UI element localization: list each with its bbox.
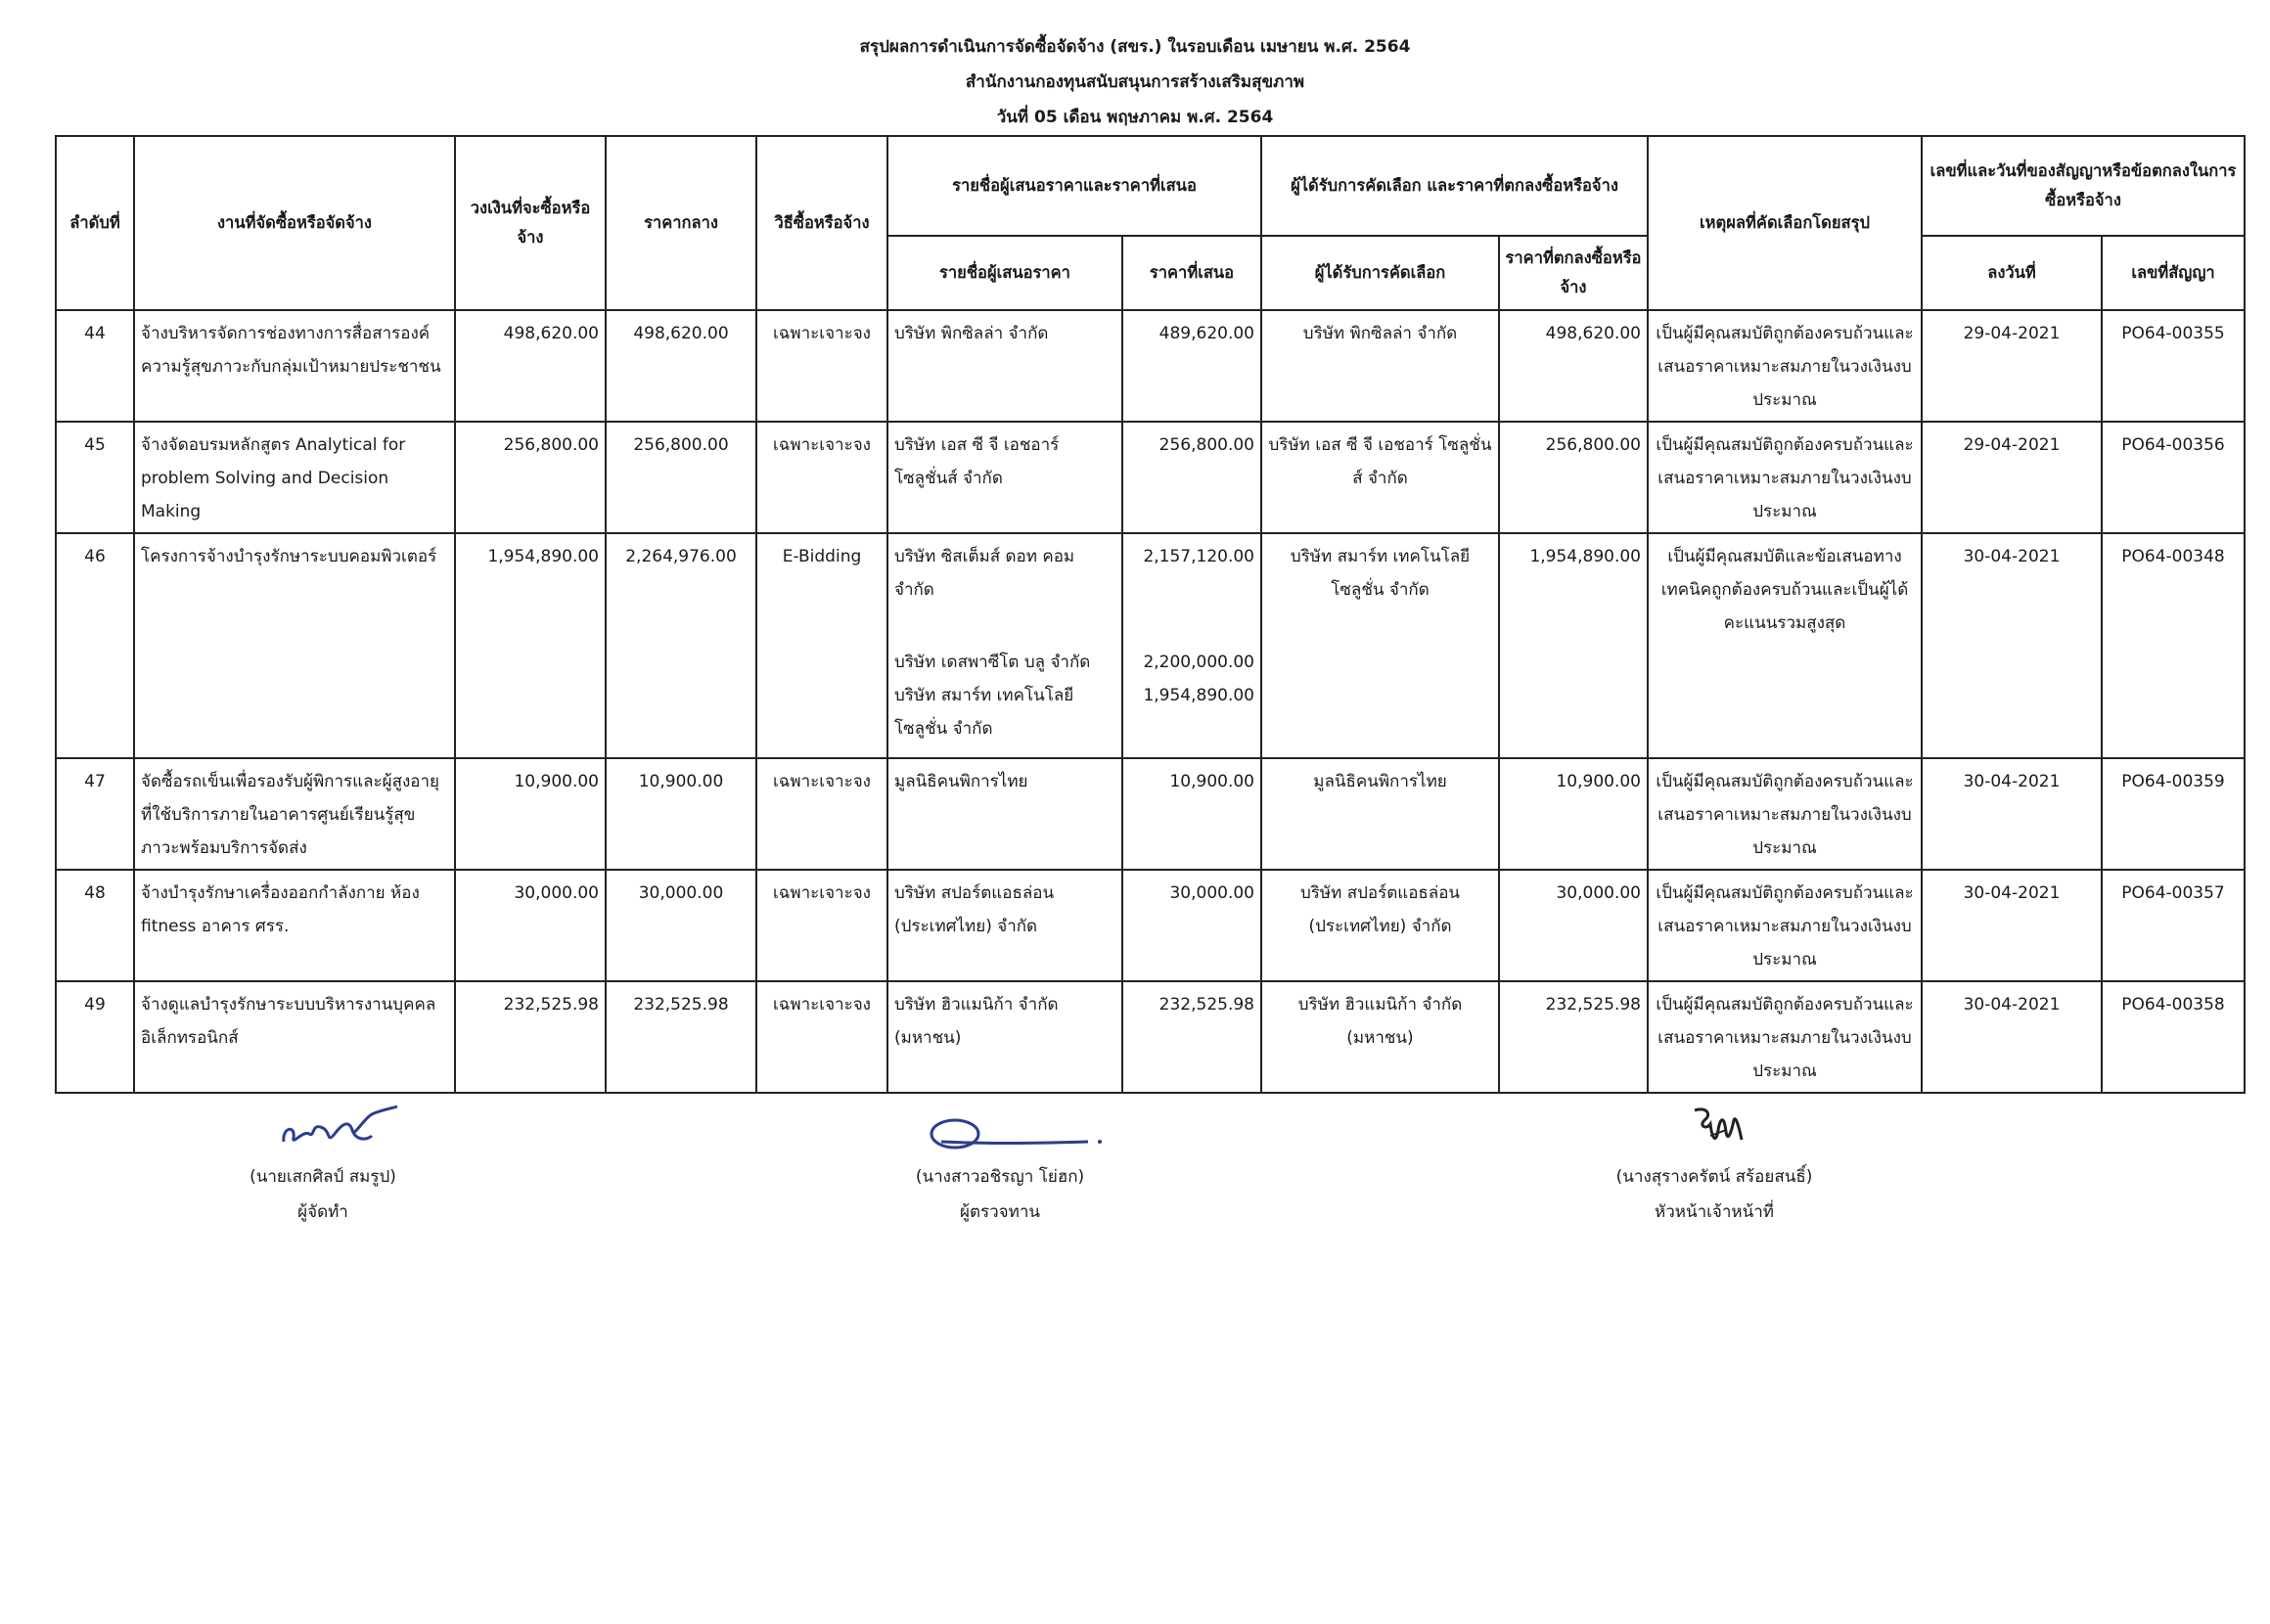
- bidder-name: บริษัท สมาร์ท เทคโนโลยี โซลูชั่น จำกัด: [894, 686, 1074, 739]
- median-cell: 256,800.00: [606, 422, 756, 533]
- work-cell: จ้างดูแลบำรุงรักษาระบบบริหารงานบุคคลอิเล็กทรอนิกส์: [134, 981, 455, 1093]
- agreed-price-cell: 256,800.00: [1499, 422, 1648, 533]
- reason-cell: เป็นผู้มีคุณสมบัติถูกต้องครบถ้วนและเสนอราคาเหมาะสมภายในวงเงินงบประมาณ: [1648, 981, 1922, 1093]
- agreed-price-cell: 30,000.00: [1499, 870, 1648, 981]
- winner-cell: มูลนิธิคนพิการไทย: [1261, 758, 1499, 870]
- winner-cell: บริษัท สมาร์ท เทคโนโลยี โซลูชั่น จำกัด: [1261, 533, 1499, 758]
- bid-price-cell: [1122, 310, 1261, 422]
- method-cell: E-Bidding: [756, 533, 887, 758]
- contract-no-cell: PO64-00359: [2102, 758, 2245, 870]
- seq-cell: 48: [56, 870, 134, 981]
- col-seq-header: ลำดับที่: [56, 136, 134, 310]
- title-line-3: วันที่ 05 เดือน พฤษภาคม พ.ศ. 2564: [996, 108, 1274, 127]
- procurement-table: [55, 135, 2246, 1094]
- signature-section: [0, 1101, 2270, 1247]
- col-contract-group-header: เลขที่และวันที่ของสัญญาหรือข้อตกลงในการซื้อหรือจ้าง: [1922, 136, 2245, 236]
- agreed-price-cell: 1,954,890.00: [1499, 533, 1648, 758]
- col-winner-group-header: ผู้ได้รับการคัดเลือก และราคาที่ตกลงซื้อหรือจ้าง: [1261, 136, 1648, 236]
- contract-no-cell: PO64-00355: [2102, 310, 2245, 422]
- winner-cell: บริษัท ฮิวแมนิก้า จำกัด (มหาชน): [1261, 981, 1499, 1093]
- col-work-header: งานที่จัดซื้อหรือจัดจ้าง: [134, 136, 455, 310]
- work-cell: จ้างจัดอบรมหลักสูตร Analytical for problem Solving and Decision Making: [134, 422, 455, 533]
- bid-price: 1,954,890.00: [1143, 686, 1254, 705]
- budget-cell: 10,900.00: [455, 758, 606, 870]
- signature-block-head: [1558, 1101, 1871, 1230]
- handwritten-signature-icon: [225, 1101, 421, 1159]
- table-row: [56, 422, 2245, 533]
- bidder-name: บริษัท เอส ซี จี เอชอาร์ โซลูชั่นส์ จำกัด: [894, 435, 1060, 488]
- bidder-name: บริษัท ซิสเต็มส์ ดอท คอม จำกัด: [894, 547, 1075, 600]
- bid-price-cell: [1122, 870, 1261, 981]
- contract-no-cell: PO64-00356: [2102, 422, 2245, 533]
- bidder-name: บริษัท เดสพาซีโต บลู จำกัด: [894, 653, 1091, 672]
- winner-cell: บริษัท เอส ซี จี เอชอาร์ โซลูชั่นส์ จำกัด: [1261, 422, 1499, 533]
- signer-role: หัวหน้าเจ้าหน้าที่: [1654, 1202, 1775, 1222]
- col-bid-price-header: ราคาที่เสนอ: [1122, 236, 1261, 310]
- winner-cell: บริษัท สปอร์ตแอธล่อน (ประเทศไทย) จำกัด: [1261, 870, 1499, 981]
- title-line-1: สรุปผลการดำเนินการจัดซื้อจัดจ้าง (สขร.) ในรอบเดือน เมษายน พ.ศ. 2564: [859, 37, 1411, 57]
- budget-cell: 30,000.00: [455, 870, 606, 981]
- col-winner-name-header: ผู้ได้รับการคัดเลือก: [1261, 236, 1499, 310]
- contract-no-cell: PO64-00358: [2102, 981, 2245, 1093]
- method-cell: เฉพาะเจาะจง: [756, 758, 887, 870]
- bidder-name-cell: [887, 422, 1122, 533]
- median-cell: 498,620.00: [606, 310, 756, 422]
- bid-price: 232,525.98: [1158, 995, 1254, 1015]
- budget-cell: 498,620.00: [455, 310, 606, 422]
- contract-date-cell: 30-04-2021: [1922, 981, 2102, 1093]
- budget-cell: 232,525.98: [455, 981, 606, 1093]
- col-reason-header: เหตุผลที่คัดเลือกโดยสรุป: [1648, 136, 1922, 310]
- signature-block-preparer: [166, 1101, 479, 1230]
- reason-cell: เป็นผู้มีคุณสมบัติถูกต้องครบถ้วนและเสนอราคาเหมาะสมภายในวงเงินงบประมาณ: [1648, 422, 1922, 533]
- work-cell: โครงการจ้างบำรุงรักษาระบบคอมพิวเตอร์: [134, 533, 455, 758]
- median-cell: 232,525.98: [606, 981, 756, 1093]
- work-cell: จ้างบริหารจัดการช่องทางการสื่อสารองค์ความรู้สุขภาวะกับกลุ่มเป้าหมายประชาชน: [134, 310, 455, 422]
- table-row: [56, 758, 2245, 870]
- document-header: [0, 29, 2270, 135]
- bidder-name-cell: [887, 870, 1122, 981]
- bid-price-cell: [1122, 758, 1261, 870]
- contract-date-cell: 30-04-2021: [1922, 533, 2102, 758]
- bid-price-cell: [1122, 533, 1261, 758]
- budget-cell: 1,954,890.00: [455, 533, 606, 758]
- signature-block-reviewer: [843, 1101, 1157, 1230]
- bid-price: 2,157,120.00: [1143, 547, 1254, 566]
- bidder-name: บริษัท ฮิวแมนิก้า จำกัด (มหาชน): [894, 995, 1059, 1048]
- bid-price-cell: [1122, 981, 1261, 1093]
- method-cell: เฉพาะเจาะจง: [756, 422, 887, 533]
- col-bidder-name-header: รายชื่อผู้เสนอราคา: [887, 236, 1122, 310]
- bid-price-cell: [1122, 422, 1261, 533]
- contract-no-cell: PO64-00348: [2102, 533, 2245, 758]
- seq-cell: 47: [56, 758, 134, 870]
- title-line-2: สำนักงานกองทุนสนับสนุนการสร้างเสริมสุขภาพ: [965, 72, 1305, 92]
- bidder-name-cell: [887, 981, 1122, 1093]
- seq-cell: 45: [56, 422, 134, 533]
- median-cell: 10,900.00: [606, 758, 756, 870]
- reason-cell: เป็นผู้มีคุณสมบัติถูกต้องครบถ้วนและเสนอราคาเหมาะสมภายในวงเงินงบประมาณ: [1648, 758, 1922, 870]
- contract-date-cell: 30-04-2021: [1922, 870, 2102, 981]
- bidder-name-cell: [887, 758, 1122, 870]
- bidder-name-cell: [887, 310, 1122, 422]
- col-contract-no-header: เลขที่สัญญา: [2102, 236, 2245, 310]
- contract-date-cell: 29-04-2021: [1922, 422, 2102, 533]
- signer-role: ผู้จัดทำ: [297, 1202, 348, 1222]
- contract-no-cell: PO64-00357: [2102, 870, 2245, 981]
- seq-cell: 49: [56, 981, 134, 1093]
- reason-cell: เป็นผู้มีคุณสมบัติและข้อเสนอทางเทคนิคถูกต้องครบถ้วนและเป็นผู้ได้คะแนนรวมสูงสุด: [1648, 533, 1922, 758]
- table-row: [56, 533, 2245, 758]
- budget-cell: 256,800.00: [455, 422, 606, 533]
- bid-price: 256,800.00: [1158, 435, 1254, 455]
- agreed-price-cell: 498,620.00: [1499, 310, 1648, 422]
- col-contract-date-header: ลงวันที่: [1922, 236, 2102, 310]
- bid-price: 10,900.00: [1169, 772, 1254, 791]
- table-row: [56, 981, 2245, 1093]
- handwritten-signature-icon: [1616, 1101, 1812, 1159]
- handwritten-signature-icon: [883, 1101, 1117, 1159]
- reason-cell: เป็นผู้มีคุณสมบัติถูกต้องครบถ้วนและเสนอราคาเหมาะสมภายในวงเงินงบประมาณ: [1648, 870, 1922, 981]
- contract-date-cell: 30-04-2021: [1922, 758, 2102, 870]
- median-cell: 2,264,976.00: [606, 533, 756, 758]
- col-agreed-price-header: ราคาที่ตกลงซื้อหรือจ้าง: [1499, 236, 1648, 310]
- work-cell: จ้างบำรุงรักษาเครื่องออกกำลังกาย ห้อง fitness อาคาร ศรร.: [134, 870, 455, 981]
- bidder-name: บริษัท พิกซิลล่า จำกัด: [894, 324, 1049, 343]
- method-cell: เฉพาะเจาะจง: [756, 310, 887, 422]
- bidder-name-cell: [887, 533, 1122, 758]
- bid-price: 30,000.00: [1169, 883, 1254, 903]
- bid-price: 489,620.00: [1158, 324, 1254, 343]
- col-median-header: ราคากลาง: [606, 136, 756, 310]
- col-bidders-group-header: รายชื่อผู้เสนอราคาและราคาที่เสนอ: [887, 136, 1261, 236]
- method-cell: เฉพาะเจาะจง: [756, 870, 887, 981]
- agreed-price-cell: 10,900.00: [1499, 758, 1648, 870]
- col-method-header: วิธีซื้อหรือจ้าง: [756, 136, 887, 310]
- method-cell: เฉพาะเจาะจง: [756, 981, 887, 1093]
- bidder-name: มูลนิธิคนพิการไทย: [894, 772, 1028, 791]
- agreed-price-cell: 232,525.98: [1499, 981, 1648, 1093]
- signer-name: (นางสุรางครัตน์ สร้อยสนธิ์): [1615, 1167, 1813, 1187]
- contract-date-cell: 29-04-2021: [1922, 310, 2102, 422]
- reason-cell: เป็นผู้มีคุณสมบัติถูกต้องครบถ้วนและเสนอราคาเหมาะสมภายในวงเงินงบประมาณ: [1648, 310, 1922, 422]
- bid-price: 2,200,000.00: [1143, 653, 1254, 672]
- signer-role: ผู้ตรวจทาน: [959, 1202, 1040, 1222]
- signer-name: (นางสาวอชิรญา โย่ฮก): [915, 1167, 1085, 1187]
- work-cell: จัดซื้อรถเข็นเพื่อรองรับผู้พิการและผู้สูงอายุที่ใช้บริการภายในอาคารศูนย์เรียนรู้สุขภาวะพร้อมบริการจัดส่ง: [134, 758, 455, 870]
- seq-cell: 46: [56, 533, 134, 758]
- col-budget-header: วงเงินที่จะซื้อหรือจ้าง: [455, 136, 606, 310]
- seq-cell: 44: [56, 310, 134, 422]
- bidder-name: บริษัท สปอร์ตแอธล่อน (ประเทศไทย) จำกัด: [894, 883, 1055, 936]
- table-row: [56, 870, 2245, 981]
- table-row: [56, 310, 2245, 422]
- signer-name: (นายเสกศิลป์ สมรูป): [250, 1167, 396, 1187]
- median-cell: 30,000.00: [606, 870, 756, 981]
- winner-cell: บริษัท พิกซิลล่า จำกัด: [1261, 310, 1499, 422]
